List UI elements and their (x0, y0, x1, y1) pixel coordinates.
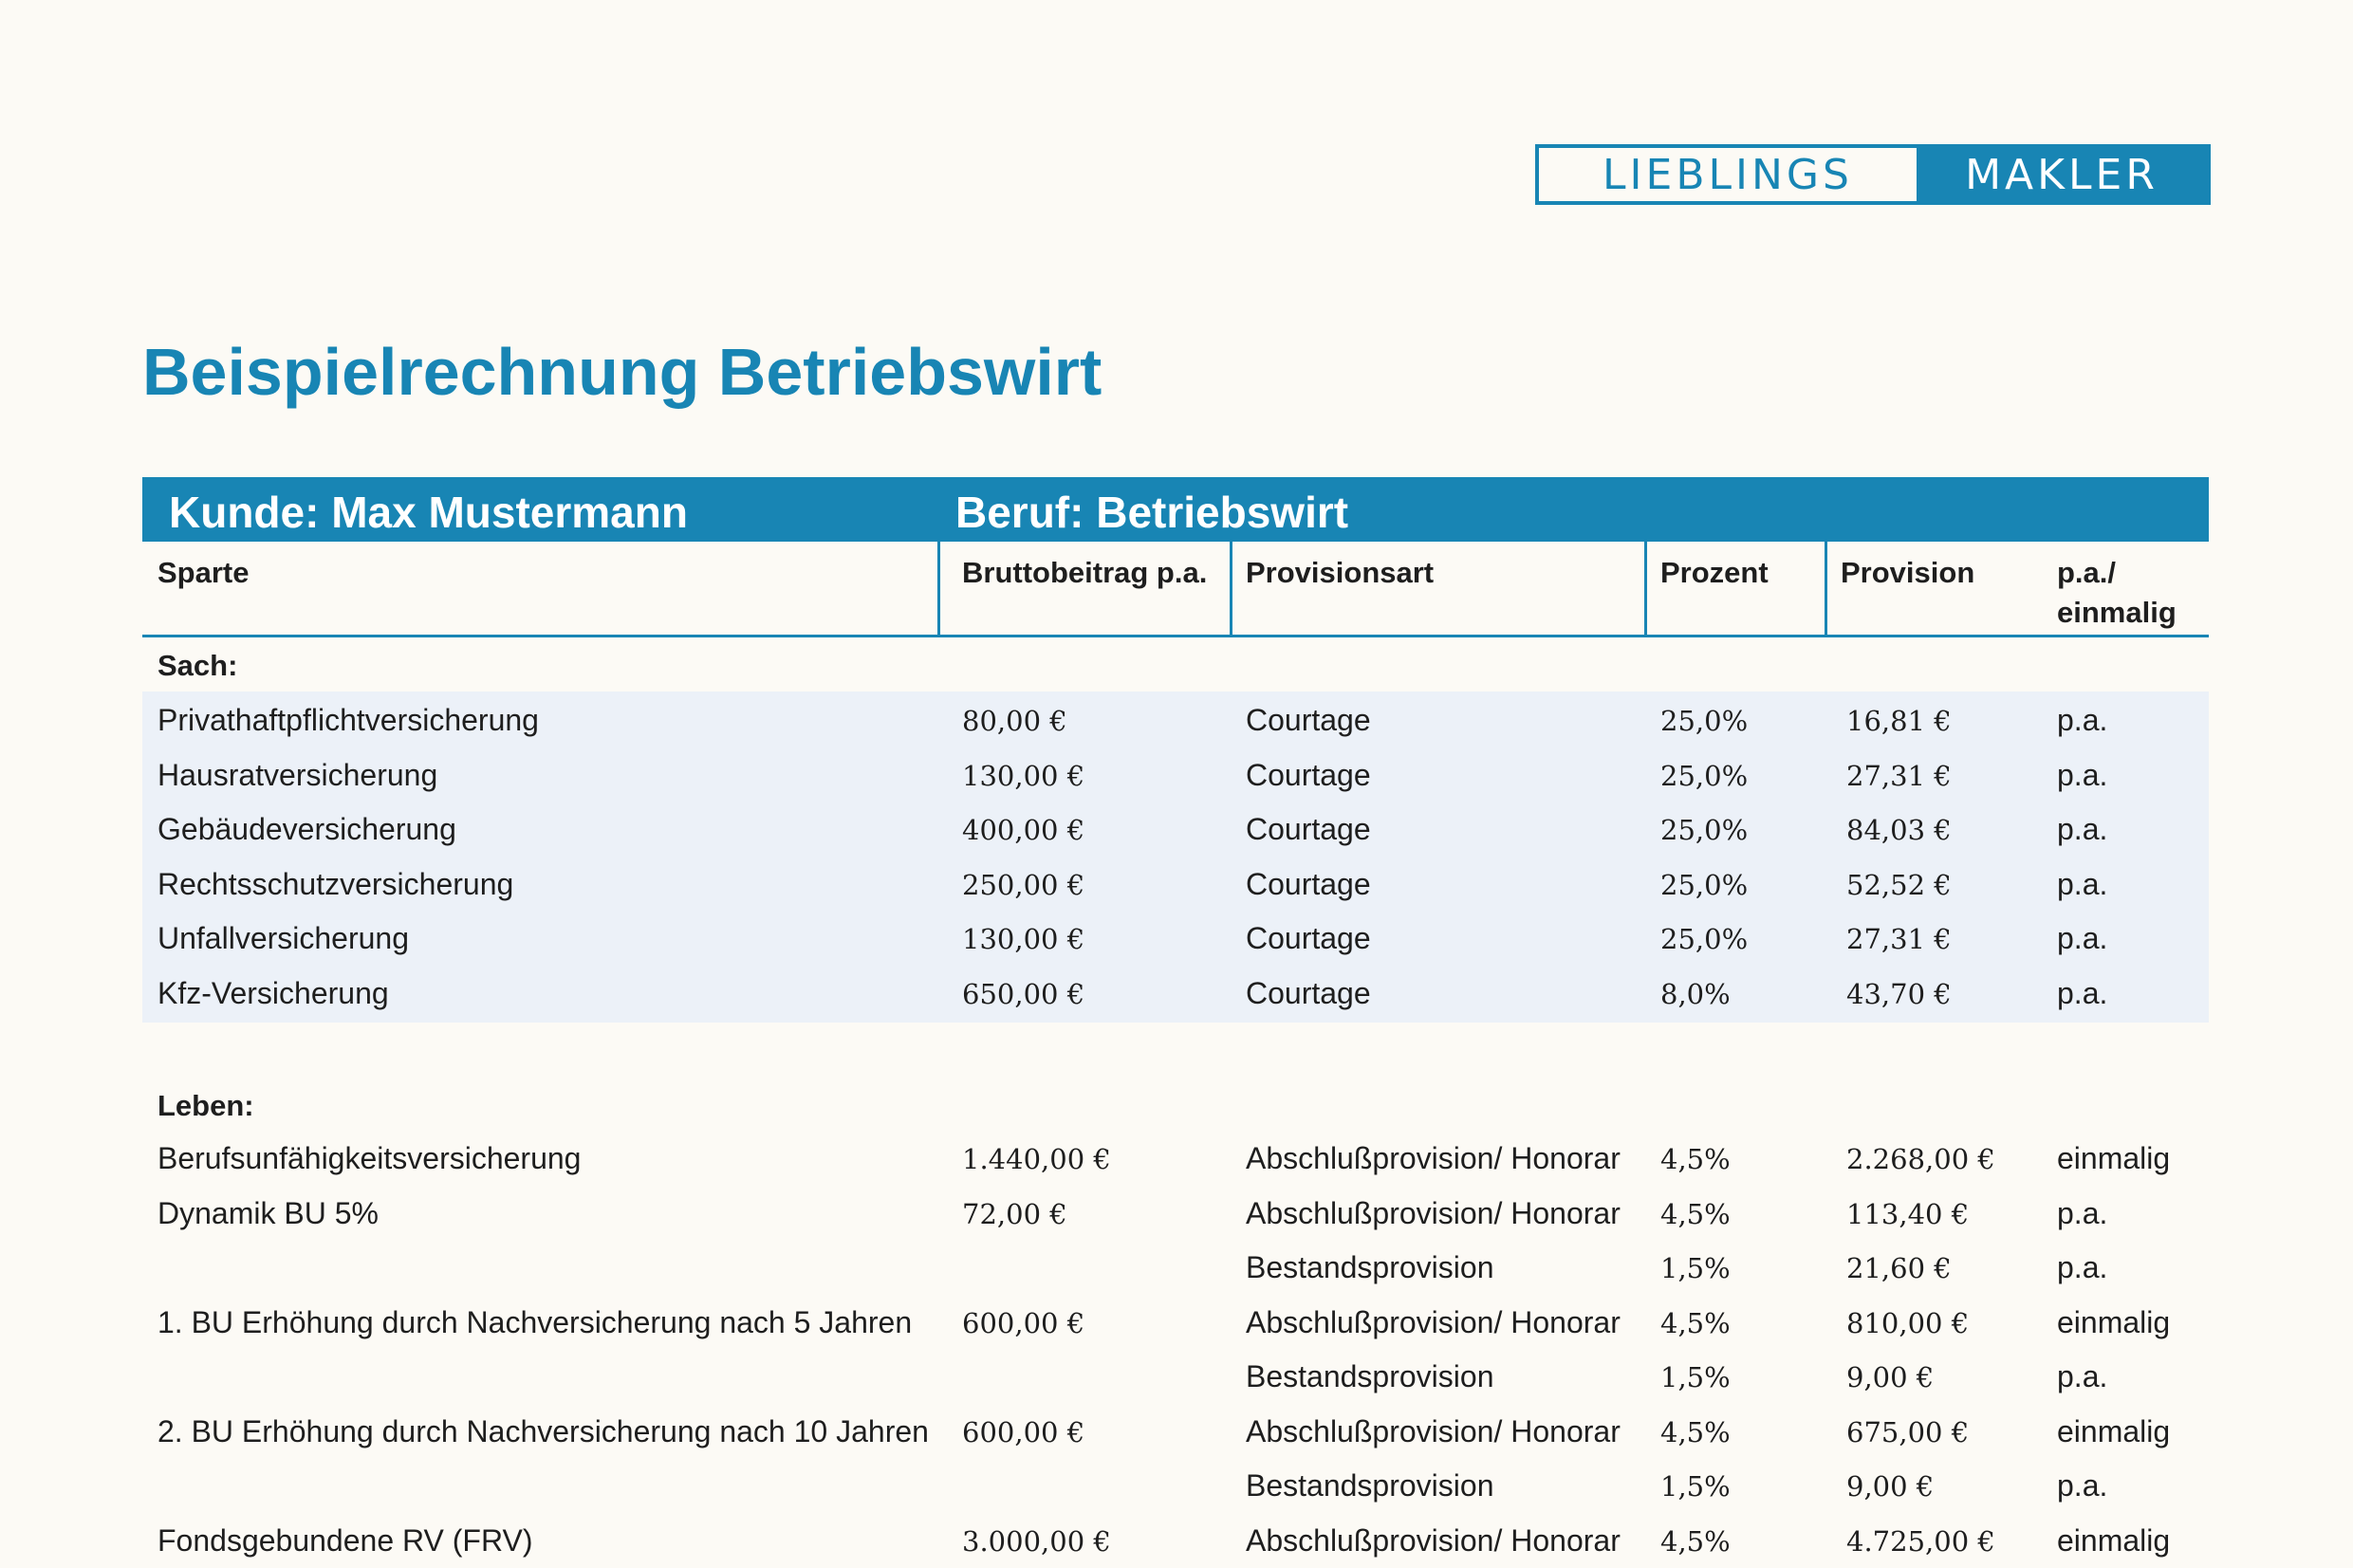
cell-provision: 4.725,00 € (1846, 1524, 1995, 1558)
cell-provision: 27,31 € (1846, 923, 1952, 955)
cell-brutto: 600,00 € (962, 1415, 1085, 1448)
table-column-headers (142, 542, 2209, 637)
cell-sparte: 1. BU Erhöhung durch Nachversicherung nach 5 Jahren (157, 1304, 913, 1339)
cell-provisionsart: Courtage (1246, 703, 1371, 737)
cell-turnus: einmalig (2057, 1141, 2171, 1175)
cell-provisionsart: Abschlußprovision/ Honorar (1246, 1195, 1621, 1230)
cell-prozent: 4,5% (1660, 1306, 1731, 1339)
cell-brutto: 400,00 € (962, 814, 1085, 846)
column-divider (1230, 542, 1232, 636)
cell-turnus: p.a. (2057, 1250, 2108, 1284)
client-header-bar (142, 477, 2209, 542)
cell-sparte: Unfallversicherung (157, 921, 410, 955)
cell-turnus: p.a. (2057, 866, 2108, 901)
cell-prozent: 1,5% (1660, 1470, 1731, 1503)
cell-turnus: p.a. (2057, 812, 2108, 846)
cell-turnus: einmalig (2057, 1304, 2171, 1339)
cell-prozent: 25,0% (1660, 705, 1749, 737)
cell-provisionsart: Courtage (1246, 921, 1371, 955)
cell-prozent: 4,5% (1660, 1143, 1731, 1175)
cell-turnus: p.a. (2057, 921, 2108, 955)
column-header-prozent: Prozent (1660, 556, 1769, 589)
table-row (142, 748, 2209, 803)
table-row (142, 802, 2209, 858)
cell-sparte: 2. BU Erhöhung durch Nachversicherung nach 10 Jahren (157, 1413, 929, 1448)
cell-provision: 113,40 € (1846, 1197, 1970, 1230)
cell-prozent: 8,0% (1660, 977, 1731, 1010)
logo-text-left: LIEBLINGS (1539, 148, 1917, 201)
cell-provision: 810,00 € (1846, 1306, 1970, 1339)
column-header-sparte: Sparte (157, 556, 250, 589)
table-row (142, 912, 2209, 967)
cell-prozent: 25,0% (1660, 868, 1749, 901)
table-row (142, 1405, 2209, 1460)
column-divider (1644, 542, 1647, 636)
cell-turnus: einmalig (2057, 1413, 2171, 1448)
cell-provision: 675,00 € (1846, 1415, 1970, 1448)
client-name: Kunde: Max Mustermann (169, 488, 688, 537)
table-row (142, 1296, 2209, 1351)
cell-provisionsart: Abschlußprovision/ Honorar (1246, 1413, 1621, 1448)
company-logo (1535, 144, 2211, 205)
cell-prozent: 4,5% (1660, 1197, 1731, 1230)
cell-brutto: 72,00 € (962, 1197, 1067, 1230)
column-header-provisionsart: Provisionsart (1246, 556, 1435, 589)
cell-brutto: 80,00 € (962, 705, 1067, 737)
cell-provisionsart: Abschlußprovision/ Honorar (1246, 1304, 1621, 1339)
table-row (142, 693, 2209, 748)
section-heading-leben (142, 1078, 2209, 1132)
table-row (142, 1241, 2209, 1296)
table-row (142, 1459, 2209, 1514)
column-header-provision: Provision (1841, 556, 1975, 589)
cell-turnus: p.a. (2057, 757, 2108, 792)
section-heading-sach (142, 637, 2209, 692)
cell-brutto: 3.000,00 € (962, 1524, 1111, 1558)
table-row (142, 1350, 2209, 1405)
logo-text-right: MAKLER (1917, 148, 2207, 201)
sach-rows (142, 692, 2209, 1023)
cell-sparte: Rechtsschutzversicherung (157, 866, 514, 901)
cell-prozent: 25,0% (1660, 814, 1749, 846)
section-spacer (142, 1023, 2209, 1078)
cell-provisionsart: Courtage (1246, 975, 1371, 1010)
table-row (142, 1514, 2209, 1568)
commission-table (142, 542, 2209, 1568)
cell-provisionsart: Bestandsprovision (1246, 1468, 1494, 1503)
cell-brutto: 650,00 € (962, 977, 1085, 1010)
cell-brutto: 130,00 € (962, 759, 1085, 792)
cell-provisionsart: Abschlußprovision/ Honorar (1246, 1141, 1621, 1175)
cell-sparte: Dynamik BU 5% (157, 1195, 379, 1230)
cell-turnus: p.a. (2057, 1468, 2108, 1503)
cell-provisionsart: Courtage (1246, 812, 1371, 846)
cell-provision: 2.268,00 € (1846, 1143, 1995, 1175)
cell-provision: 21,60 € (1846, 1252, 1952, 1284)
cell-turnus: p.a. (2057, 1359, 2108, 1393)
cell-prozent: 1,5% (1660, 1361, 1731, 1393)
page-title: Beispielrechnung Betriebswirt (142, 335, 1102, 409)
table-row (142, 858, 2209, 913)
cell-provisionsart: Courtage (1246, 757, 1371, 792)
cell-provisionsart: Bestandsprovision (1246, 1250, 1494, 1284)
cell-prozent: 4,5% (1660, 1524, 1731, 1558)
cell-prozent: 1,5% (1660, 1252, 1731, 1284)
cell-provisionsart: Bestandsprovision (1246, 1359, 1494, 1393)
table-row (142, 1187, 2209, 1242)
cell-turnus: p.a. (2057, 1195, 2108, 1230)
client-profession: Beruf: Betriebswirt (955, 488, 1349, 537)
column-header-brutto: Bruttobeitrag p.a. (962, 556, 1208, 589)
table-row (142, 967, 2209, 1022)
cell-sparte: Berufsunfähigkeitsversicherung (157, 1141, 582, 1175)
cell-turnus: p.a. (2057, 703, 2108, 737)
section-label: Leben: (157, 1089, 254, 1122)
column-divider (937, 542, 940, 636)
cell-brutto: 600,00 € (962, 1306, 1085, 1339)
cell-provision: 27,31 € (1846, 759, 1952, 792)
leben-rows (142, 1132, 2209, 1568)
cell-prozent: 25,0% (1660, 759, 1749, 792)
cell-provisionsart: Abschlußprovision/ Honorar (1246, 1522, 1621, 1558)
cell-brutto: 250,00 € (962, 868, 1085, 901)
cell-provision: 9,00 € (1846, 1361, 1935, 1393)
cell-sparte: Gebäudeversicherung (157, 812, 456, 846)
cell-provisionsart: Courtage (1246, 866, 1371, 901)
table-row (142, 1132, 2209, 1187)
cell-sparte: Hausratversicherung (157, 757, 438, 792)
cell-sparte: Fondsgebundene RV (FRV) (157, 1522, 533, 1558)
cell-prozent: 25,0% (1660, 923, 1749, 955)
column-header-turnus: p.a./ einmalig (2057, 556, 2177, 629)
cell-provision: 43,70 € (1846, 977, 1952, 1010)
cell-provision: 9,00 € (1846, 1470, 1935, 1503)
cell-provision: 16,81 € (1846, 705, 1952, 737)
cell-turnus: p.a. (2057, 975, 2108, 1010)
cell-brutto: 1.440,00 € (962, 1143, 1111, 1175)
cell-brutto: 130,00 € (962, 923, 1085, 955)
section-label: Sach: (157, 649, 238, 682)
cell-sparte: Kfz-Versicherung (157, 975, 389, 1010)
cell-provision: 84,03 € (1846, 814, 1952, 846)
cell-prozent: 4,5% (1660, 1415, 1731, 1448)
column-divider (1825, 542, 1827, 636)
cell-sparte: Privathaftpflichtversicherung (157, 703, 539, 737)
cell-turnus: einmalig (2057, 1522, 2171, 1558)
cell-provision: 52,52 € (1846, 868, 1952, 901)
